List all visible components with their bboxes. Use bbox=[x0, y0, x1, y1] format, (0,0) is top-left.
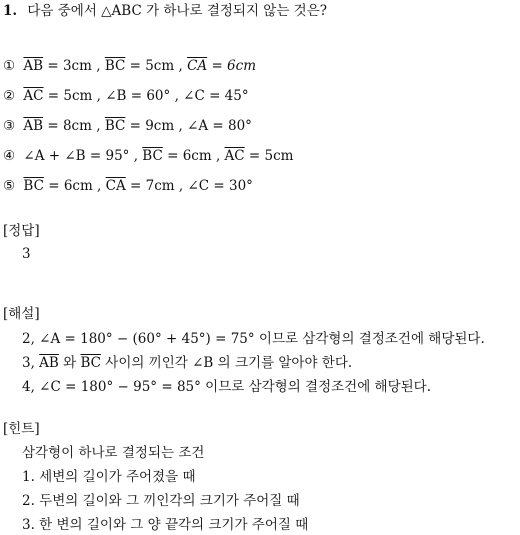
option-text: = 6cm bbox=[207, 58, 257, 74]
segment-ac: $\overline{AC}$ bbox=[23, 88, 44, 104]
answer-value: 3 bbox=[22, 246, 31, 262]
segment-ca: $\overline{CA}$ bbox=[187, 58, 208, 74]
option-2 bbox=[3, 87, 249, 105]
segment-ab: $\overline{AB}$ bbox=[23, 118, 44, 134]
option-text: = 6cm , bbox=[162, 148, 225, 164]
option-3 bbox=[3, 117, 252, 135]
option-marker: ① bbox=[3, 58, 16, 74]
explanation-line-2 bbox=[22, 354, 352, 372]
option-text: = 3cm , bbox=[43, 58, 105, 74]
hint-label: [힌트] bbox=[3, 421, 40, 437]
hint-line: 1. 세변의 길이가 주어졌을 때 bbox=[22, 469, 196, 485]
explanation-text: 와 bbox=[58, 355, 81, 371]
option-4 bbox=[3, 147, 294, 165]
explanation-line-3: 4, ∠C = 180° − 95° = 85° 이므로 삼각형의 결정조건에 해당된다. bbox=[22, 379, 431, 395]
question-number: 1. bbox=[3, 3, 18, 19]
option-marker: ⑤ bbox=[3, 178, 16, 194]
option-marker: ② bbox=[3, 88, 16, 104]
option-marker: ③ bbox=[3, 118, 16, 134]
segment-bc: $\overline{BC}$ bbox=[104, 118, 126, 134]
segment-ca: $\overline{CA}$ bbox=[105, 178, 126, 194]
option-marker: ④ bbox=[3, 148, 16, 164]
question-text: 다음 중에서 △ABC 가 하나로 결정되지 않는 것은? bbox=[27, 3, 327, 19]
option-text: ∠A + ∠B = 95° , bbox=[23, 148, 143, 164]
option-1 bbox=[3, 57, 256, 75]
option-5 bbox=[3, 177, 253, 195]
segment-bc: $\overline{BC}$ bbox=[23, 178, 44, 194]
option-text: = 5cm bbox=[244, 148, 294, 164]
segment-bc: $\overline{BC}$ bbox=[142, 148, 163, 164]
option-text: = 9cm , ∠A = 80° bbox=[125, 118, 252, 134]
answer-label: [정답] bbox=[3, 223, 40, 239]
option-text: = 6cm , bbox=[43, 178, 106, 194]
segment-bc: $\overline{BC}$ bbox=[80, 355, 101, 371]
question bbox=[3, 2, 327, 20]
option-text: = 5cm , bbox=[125, 58, 188, 74]
segment-ab: $\overline{AB}$ bbox=[23, 58, 44, 74]
explanation-label: [해설] bbox=[3, 306, 40, 322]
segment-ac: $\overline{AC}$ bbox=[224, 148, 245, 164]
segment-ab: $\overline{AB}$ bbox=[39, 355, 59, 371]
explanation-text: 3, bbox=[22, 355, 40, 371]
hint-line: 2. 두변의 길이와 그 끼인각의 크기가 주어질 때 bbox=[22, 493, 300, 509]
explanation-text: 사이의 끼인각 ∠B 의 크기를 알아야 한다. bbox=[100, 355, 353, 371]
option-text: = 5cm , ∠B = 60° , ∠C = 45° bbox=[43, 88, 249, 104]
option-text: = 8cm , bbox=[43, 118, 105, 134]
segment-bc: $\overline{BC}$ bbox=[104, 58, 126, 74]
option-text: = 7cm , ∠C = 30° bbox=[125, 178, 253, 194]
explanation-line-1: 2, ∠A = 180° − (60° + 45°) = 75° 이므로 삼각형의 결정조건에 해당된다. bbox=[22, 331, 485, 347]
hint-line: 삼각형이 하나로 결정되는 조건 bbox=[22, 445, 205, 461]
hint-line: 3. 한 변의 길이와 그 양 끝각의 크기가 주어질 때 bbox=[22, 517, 309, 533]
